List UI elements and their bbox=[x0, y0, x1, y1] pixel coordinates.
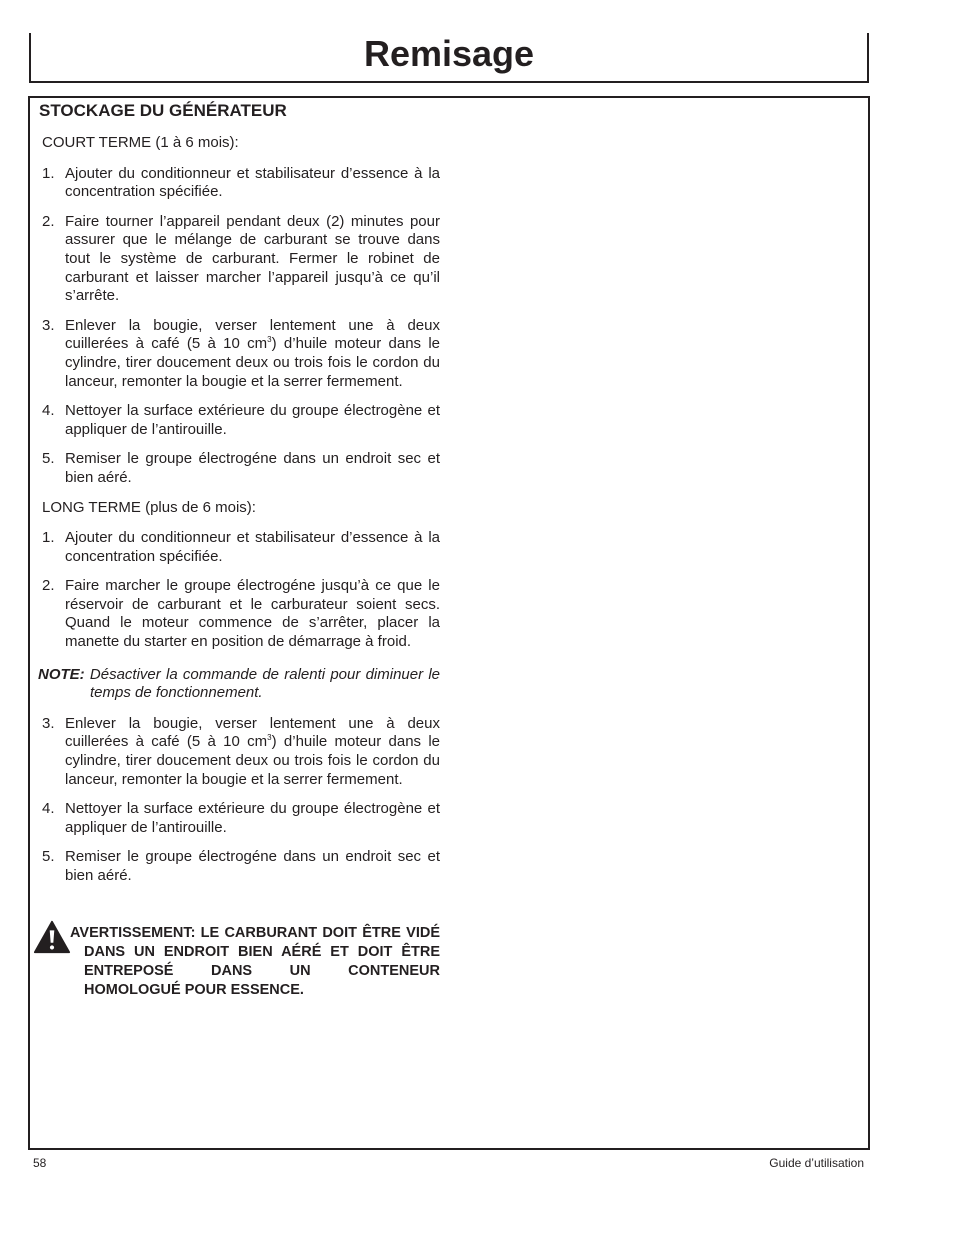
warning-text: AVERTISSEMENT: LE CARBURANT DOIT ÊTRE VIDÉ DANS UN ENDROIT BIEN AÉRÉ ET DOIT ÊTRE ENTREPOSÉ DANS UN CONTENEUR HOMOLOGUÉ POUR ESSENCE. bbox=[70, 924, 440, 998]
item-number: 2. bbox=[42, 577, 55, 595]
item-text: Remiser le groupe électrogéne dans un endroit sec et bien aéré. bbox=[65, 450, 440, 486]
item-text-cont: ) d’huile moteur dans le cylindre, tirer doucement deux ou trois fois le cordon du lanceur, remonter la bougie et la serrer fermement. bbox=[65, 335, 441, 390]
warning-triangle-icon bbox=[33, 919, 71, 955]
list-item bbox=[38, 213, 440, 306]
item-text: Nettoyer la surface extérieure du groupe électrogène et appliquer de l’antirouille. bbox=[65, 800, 440, 836]
long-term-label: LONG TERME (plus de 6 mois): bbox=[42, 498, 256, 516]
item-text: Ajouter du conditionneur et stabilisateur d’essence à la concentration spécifiée. bbox=[65, 164, 440, 201]
list-item bbox=[38, 800, 440, 837]
list-item bbox=[38, 165, 440, 202]
item-text-cont: ) d’huile moteur dans le cylindre, tirer doucement deux ou trois fois le cordon du lanceur, remonter la bougie et la serrer fermement. bbox=[65, 733, 441, 788]
item-number: 4. bbox=[42, 800, 55, 818]
item-number: 1. bbox=[42, 164, 55, 182]
list-item bbox=[38, 402, 440, 439]
list-item bbox=[38, 577, 440, 651]
item-text: Faire marcher le groupe électrogéne jusqu’à ce que le réservoir de carburant et le carburateur soient secs. Quand le moteur commence de s’arrêter, placer la manette du starter en position de démarrage à froid. bbox=[65, 577, 440, 651]
section-title: STOCKAGE DU GÉNÉRATEUR bbox=[39, 101, 287, 120]
superscript: 3 bbox=[267, 733, 272, 743]
short-term-label: COURT TERME (1 à 6 mois): bbox=[42, 134, 239, 151]
item-number: 2. bbox=[42, 212, 55, 230]
title-frame bbox=[29, 33, 869, 83]
note-label: NOTE: bbox=[38, 665, 85, 683]
page-title: Remisage bbox=[363, 33, 535, 74]
item-number: 3. bbox=[42, 316, 55, 334]
item-number: 4. bbox=[42, 402, 55, 420]
list-item bbox=[38, 450, 440, 487]
list-item bbox=[38, 848, 440, 885]
content-column bbox=[38, 101, 440, 1000]
note bbox=[38, 666, 440, 703]
long-term-list bbox=[38, 529, 440, 652]
item-number: 5. bbox=[42, 450, 55, 468]
item-number: 5. bbox=[42, 848, 55, 866]
note-text: Désactiver la commande de ralenti pour diminuer le temps de fonctionnement. bbox=[89, 665, 440, 702]
item-text: Nettoyer la surface extérieure du groupe électrogène et appliquer de l’antirouille. bbox=[65, 402, 440, 438]
list-item bbox=[38, 715, 440, 789]
long-term-list-continued bbox=[38, 715, 440, 886]
list-item bbox=[38, 317, 440, 391]
superscript: 3 bbox=[267, 335, 272, 345]
item-number: 1. bbox=[42, 529, 55, 547]
warning-block bbox=[38, 924, 440, 1000]
item-text: Enlever la bougie, verser lentement une à deux cuillerées à café (5 à 10 cm bbox=[65, 714, 440, 751]
list-item bbox=[38, 529, 440, 566]
guide-label: Guide d’utilisation bbox=[769, 1156, 864, 1170]
item-text: Ajouter du conditionneur et stabilisateur d’essence à la concentration spécifiée. bbox=[65, 529, 440, 565]
item-text: Enlever la bougie, verser lentement une à deux cuillerées à café (5 à 10 cm bbox=[65, 316, 440, 353]
short-term-list bbox=[38, 165, 440, 488]
item-text: Remiser le groupe électrogéne dans un endroit sec et bien aéré. bbox=[65, 848, 440, 884]
item-text: Faire tourner l’appareil pendant deux (2) minutes pour assurer que le mélange de carburant se trouve dans tout le système de carburant. Fermer le robinet de carburant et laisser marcher l’appareil jusqu’à ce qu’il s’arrête. bbox=[65, 212, 440, 305]
item-number: 3. bbox=[42, 714, 55, 732]
page-number: 58 bbox=[33, 1156, 47, 1170]
